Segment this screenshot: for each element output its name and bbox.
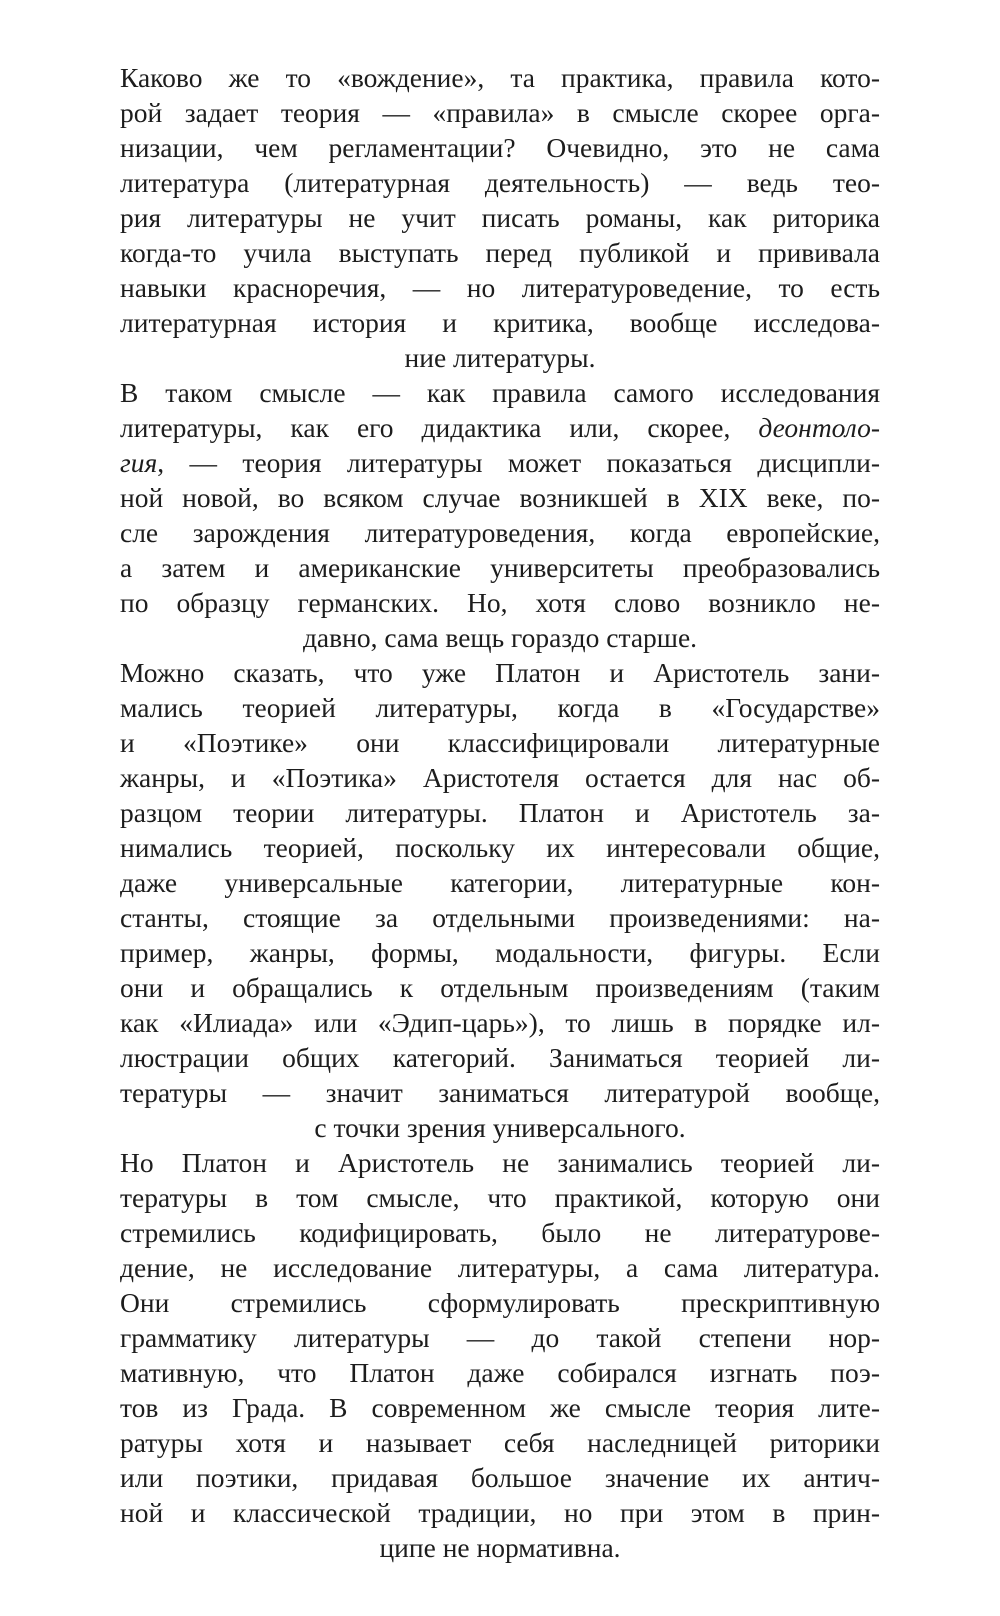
text-line: тературы — значит заниматься литературой вообще, bbox=[120, 1077, 880, 1108]
text-line: тературы в том смысле, что практикой, которую они bbox=[120, 1182, 880, 1213]
text-line: нимались теорией, поскольку их интересовали общие, bbox=[120, 832, 880, 863]
text-line: навыки красноречия, — но литературоведение, то есть bbox=[120, 272, 880, 303]
paragraph-4 bbox=[120, 1145, 880, 1565]
italic-term: гия bbox=[120, 447, 158, 478]
text-line: пример, жанры, формы, модальности, фигуры. Если bbox=[120, 937, 880, 968]
text-line: мативную, что Платон даже собирался изгнать поэ- bbox=[120, 1357, 880, 1388]
text-line: с точки зрения универсального. bbox=[314, 1112, 686, 1143]
text-line: давно, сама вещь гораздо старше. bbox=[302, 622, 698, 653]
text-line: ние литературы. bbox=[404, 342, 596, 373]
text-line: Можно сказать, что уже Платон и Аристотель зани- bbox=[120, 657, 880, 688]
text-line: ципе не нормативна. bbox=[379, 1532, 621, 1563]
text-line: а затем и американские университеты преобразовались bbox=[120, 552, 880, 583]
text-line: люстрации общих категорий. Заниматься теорией ли- bbox=[120, 1042, 880, 1073]
paragraph-1 bbox=[120, 60, 880, 375]
text-line: жанры, и «Поэтика» Аристотеля остается для нас об- bbox=[120, 762, 880, 793]
text-line: Но Платон и Аристотель не занимались теорией ли- bbox=[120, 1147, 880, 1178]
text-line: ной новой, во всяком случае возникшей в XIX веке, по- bbox=[120, 482, 880, 513]
text-line: грамматику литературы — до такой степени нор- bbox=[120, 1322, 880, 1353]
text-line: ной и классической традиции, но при этом в прин- bbox=[120, 1497, 880, 1528]
text-line: мались теорией литературы, когда в «Государстве» bbox=[120, 692, 880, 723]
text-line: или поэтики, придавая большое значение их антич- bbox=[120, 1462, 880, 1493]
paragraph-2 bbox=[120, 375, 880, 655]
text-line-italic-break: литературы, как его дидактика или, скорее, деонтоло- bbox=[120, 412, 880, 443]
text-line: как «Илиада» или «Эдип-царь»), то лишь в порядке ил- bbox=[120, 1007, 880, 1038]
text-line: ратуры хотя и называет себя наследницей риторики bbox=[120, 1427, 880, 1458]
text-line: даже универсальные категории, литературные кон- bbox=[120, 867, 880, 898]
text-line: В таком смысле — как правила самого исследования bbox=[120, 377, 880, 408]
text-line: стремились кодифицировать, было не литературове- bbox=[120, 1217, 880, 1248]
text-line-italic-break: гия, — теория литературы может показаться дисципли- bbox=[120, 447, 880, 478]
text-line: разцом теории литературы. Платон и Аристотель за- bbox=[120, 797, 880, 828]
text-line: низации, чем регламентации? Очевидно, это не сама bbox=[120, 132, 880, 163]
text-line: дение, не исследование литературы, а сама литература. bbox=[120, 1252, 880, 1283]
text-line: сле зарождения литературоведения, когда европейские, bbox=[120, 517, 880, 548]
text-line: тов из Града. В современном же смысле теория лите- bbox=[120, 1392, 880, 1423]
text-line: Каково же то «вождение», та практика, правила кото- bbox=[120, 62, 880, 93]
text-line: литературная история и критика, вообще исследова- bbox=[120, 307, 880, 338]
text-line: они и обращались к отдельным произведениям (таким bbox=[120, 972, 880, 1003]
text-line: литература (литературная деятельность) — ведь тео- bbox=[120, 167, 880, 198]
text-line: по образцу германских. Но, хотя слово возникло не- bbox=[120, 587, 880, 618]
italic-term: деонтоло- bbox=[758, 412, 880, 443]
text-line: рия литературы не учит писать романы, как риторика bbox=[120, 202, 880, 233]
text-line: станты, стоящие за отдельными произведениями: на- bbox=[120, 902, 880, 933]
text-line: рой задает теория — «правила» в смысле скорее орга- bbox=[120, 97, 880, 128]
text-line: когда-то учила выступать перед публикой и прививала bbox=[120, 237, 880, 268]
text-line: и «Поэтике» они классифицировали литературные bbox=[120, 727, 880, 758]
paragraph-3 bbox=[120, 655, 880, 1145]
text-line: Они стремились сформулировать прескриптивную bbox=[120, 1287, 880, 1318]
